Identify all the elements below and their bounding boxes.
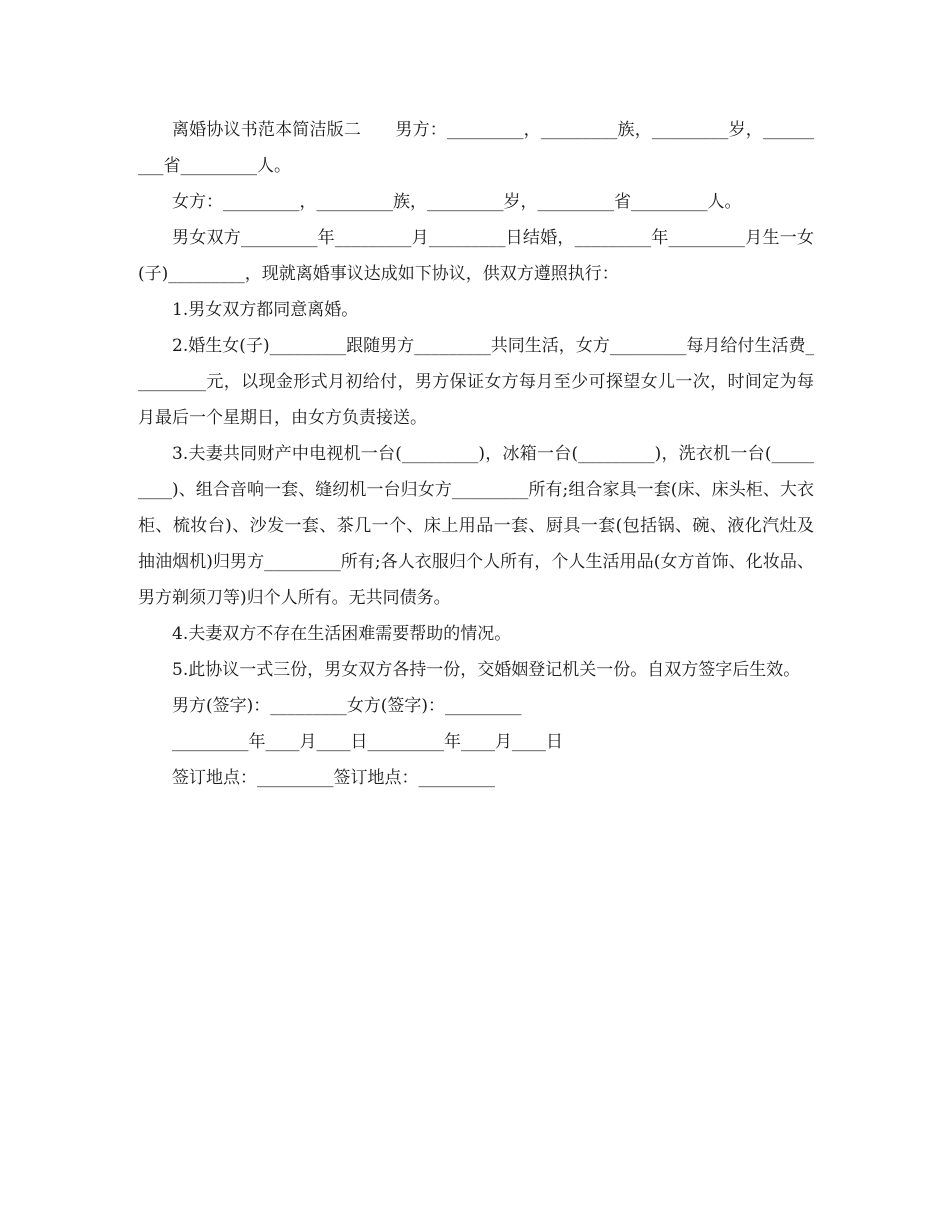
title-and-husband-info: 离婚协议书范本简洁版二 男方：_________，_________族，_________岁，_________省_________人。 <box>138 120 814 176</box>
date-line: _________年____月____日_________年____月____日 <box>172 732 563 752</box>
signature-line: 男方(签字)：_________女方(签字)：_________ <box>172 696 522 716</box>
signing-location-line: 签订地点：_________签订地点：_________ <box>172 768 495 788</box>
marriage-info: 男女双方_________年_________月_________日结婚，_________年_________月生一女(子)_________，现就离婚事议达成如下协议，供双方遵照执行： <box>138 228 814 284</box>
clause-4: 4.夫妻双方不存在生活困难需要帮助的情况。 <box>172 624 512 644</box>
clause-3: 3.夫妻共同财产中电视机一台(_________)，冰箱一台(_________)，洗衣机一台(_________)、组合音响一套、缝纫机一台归女方_________所有;组合家具一套(床、床头柜、大衣柜、梳妆台)、沙发一套、茶几一个、床上用品一套、厨具一套(包括锅、碗、液化汽灶及抽油烟机)归男方_________所有;各人衣服归个人所有，个人生活用品(女方首饰、化妆品、男方剃须刀等)归个人所有。无共同债务。 <box>138 444 814 608</box>
clause-1: 1.男女双方都同意离婚。 <box>172 300 359 320</box>
document-body <box>138 112 814 796</box>
wife-info: 女方：_________，_________族，_________岁，_________省_________人。 <box>172 192 742 212</box>
clause-5: 5.此协议一式三份，男女双方各持一份，交婚姻登记机关一份。自双方签字后生效。 <box>172 660 801 680</box>
clause-2: 2.婚生女(子)_________跟随男方_________共同生活，女方_________每月给付生活费_________元，以现金形式月初给付，男方保证女方每月至少可探望女儿一次，时间定为每月最后一个星期日，由女方负责接送。 <box>138 336 814 428</box>
